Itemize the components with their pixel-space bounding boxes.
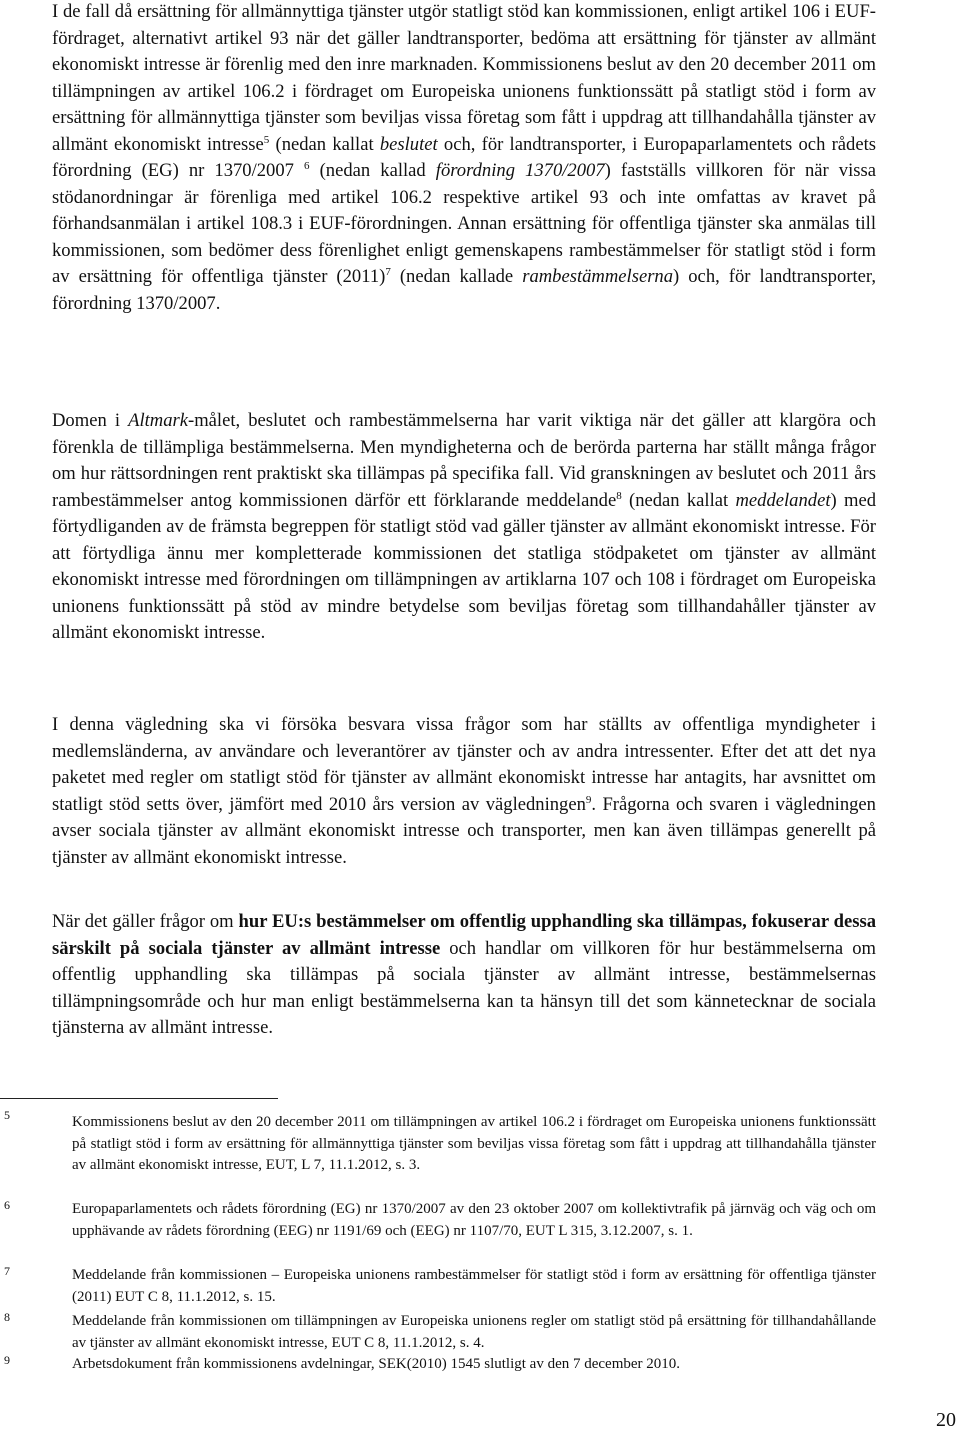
emphasis-rambestammelserna: rambestämmelserna [522, 266, 674, 287]
paragraph-2 [52, 408, 876, 647]
text-run: I denna vägledning ska vi försöka besvara vissa frågor som har ställts av offentliga myndigheter i medlemsländerna, av användare och leverantörer av tjänster och av andra intressenter. Efter det att det nya paketet med regler om statligt stöd för tjänster av allmänt ekonomiskt intresse har antagits, har avsnittet om statligt stöd setts över, jämfört med 2010 års version av vägledningen [52, 714, 876, 815]
footnote-8: Meddelande från kommissionen om tillämpningen av Europeiska unionens regler om statligt stöd på ersättning för tillhandahållande av tjänster av allmänt ekonomiskt intresse, EUT C 8, 11.1.2012, s. 4. [72, 1313, 876, 1351]
emphasis-forordning: förordning 1370/2007 [435, 160, 605, 181]
text-run: (nedan kallat [269, 133, 380, 155]
text-run: (nedan kallade [390, 266, 523, 287]
text-run: ) fastställs villkoren för när vissa stödanordningar är förenliga med artikel 106.2 respektive artikel 93 och inte omfattas av kravet på förhandsanmälan i artikel 108.3 i EUF-förordningen. Annan ersättning för offentliga tjänster ska anmälas till kommissionen, som bedömer dess förenlighet enligt gemenskapens rambestämmelser för statligt stöd i form av ersättning för offentliga tjänster (2011) [52, 160, 876, 287]
footnote-separator [0, 1098, 278, 1099]
text-run: ) och, för landtransporter, förordning 1370/2007. [52, 266, 876, 314]
paragraph-1 [52, 0, 876, 317]
footnote-7: Meddelande från kommissionen – Europeiska unionens rambestämmelser för statligt stöd i form av ersättning för offentliga tjänster (2011) EUT C 8, 11.1.2012, s. 15. [72, 1267, 876, 1305]
text-run: och, för landtransporter, i Europaparlamentets och rådets förordning (EG) nr 1370/2007 [52, 133, 876, 181]
text-run: När det gäller frågor om [52, 911, 239, 932]
footnote-ref-5[interactable]: 5 [263, 133, 270, 146]
footnote-number: 9 [4, 1353, 10, 1367]
text-run: ) med förtydliganden av de främsta begreppen för statligt stöd vad gäller tjänster av allmänt ekonomiskt intresse. För att förtydliga ännu mer kompletterade kommissionen det statliga stödpaketet om tjänster av allmänt ekonomiskt intresse med förordningen om tillämpningen av artiklarna 107 och 108 i fördraget om Europeiska unionens funktionssätt på stöd av mindre betydelse som beviljas företag som tillhandahåller tjänster av allmänt ekonomiskt intresse. [52, 489, 876, 643]
footnote-number: 7 [4, 1264, 10, 1278]
page-number: 20 [936, 1409, 956, 1431]
text-run: (nedan kallad [309, 160, 436, 181]
text-run: Domen i [52, 410, 129, 431]
footnote-ref-8[interactable]: 8 [616, 489, 622, 502]
text-run: och handlar om villkoren för hur bestämmelserna om offentlig upphandling ska tillämpas på sociala tjänster av allmänt intresse, bestämmelsernas tillämpningsområde och hur man enligt bestämmelserna kan ta hänsyn till det som kännetecknar de sociala tjänsterna av allmänt intresse. [52, 937, 876, 1038]
text-run: (nedan kallat [621, 489, 736, 511]
text-run: . Frågorna och svaren i vägledningen avser sociala tjänster av allmänt ekonomiskt intresse och transporter, men kan även tillämpas generellt på tjänster av allmänt ekonomiskt intresse. [52, 793, 876, 868]
paragraph-4 [52, 909, 876, 1042]
footnote-number: 8 [4, 1310, 10, 1324]
emphasis-beslutet: beslutet [379, 133, 438, 155]
emphasis-meddelandet: meddelandet [735, 489, 831, 511]
paragraph-3 [52, 712, 876, 871]
footnote-ref-6[interactable]: 6 [304, 159, 310, 172]
footnote-6: Europaparlamentets och rådets förordning (EG) nr 1370/2007 av den 23 oktober 2007 om kollektivtrafik på järnväg och väg och om upphävande av rådets förordning (EEG) nr 1191/69 och (EEG) nr 1107/70, EUT L 315, 3.12.2007, s. 1. [72, 1201, 876, 1239]
footnote-ref-9[interactable]: 9 [585, 793, 592, 806]
footnote-5: Kommissionens beslut av den 20 december 2011 om tillämpningen av artikel 106.2 i fördraget om Europeiska unionens funktionssätt på statligt stöd i form av ersättning för allmännyttiga tjänster som beviljas vissa företag som fått i uppdrag att tillhandahålla tjänster av allmänt ekonomiskt intresse, EUT, L 7, 11.1.2012, s. 3. [72, 1114, 876, 1173]
footnote-9: Arbetsdokument från kommissionens avdelningar, SEK(2010) 1545 slutligt av den 7 december 2010. [72, 1356, 681, 1372]
text-run: -målet, beslutet och rambestämmelserna har varit viktiga när det gäller att klargöra och förenkla de tillämpliga bestämmelserna. Men myndigheterna och de berörda parterna har ställt många frågor om hur rättsordningen rent praktiskt ska tillämpas på specifika fall. Vid granskningen av beslutet och 2011 års rambestämmelser antog kommissionen därför ett förklarande meddelande [52, 410, 876, 511]
text-run: I de fall då ersättning för allmännyttiga tjänster utgör statligt stöd kan kommissionen, enligt artikel 106 i EUF-fördraget, alternativt artikel 93 när det gäller landtransporter, bedöma att ersättning för tjänster av allmänt ekonomiskt intresse är förenlig med den inre marknaden. Kommissionens beslut av den 20 december 2011 om tillämpningen av artikel 106.2 i fördraget om Europeiska unionens funktionssätt på statligt stöd i form av ersättning för allmännyttiga tjänster som beviljas vissa företag som fått i uppdrag att tillhandahålla tjänster av allmänt ekonomiskt intresse [52, 1, 876, 155]
footnote-ref-7[interactable]: 7 [385, 265, 391, 278]
emphasis-altmark: Altmark [128, 410, 189, 431]
bold-emphasis: hur EU:s bestämmelser om offentlig upphandling ska tillämpas, fokuserar dessa särskilt på sociala tjänster av allmänt intresse [52, 911, 876, 959]
footnote-number: 6 [4, 1198, 10, 1212]
footnote-number: 5 [4, 1108, 10, 1122]
